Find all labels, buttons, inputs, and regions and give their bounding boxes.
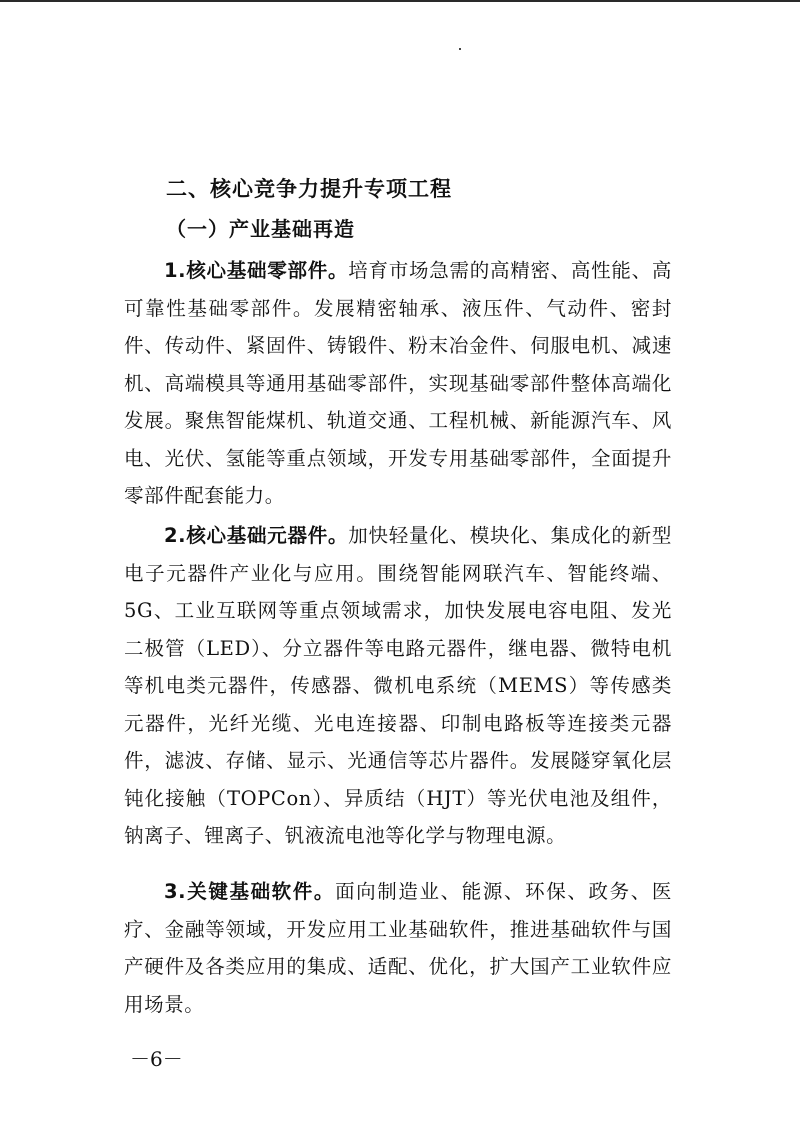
scan-speck (459, 48, 461, 50)
paragraph-core-electronic-parts (124, 517, 672, 855)
subsection-heading: （一）产业基础再造 (166, 217, 355, 241)
top-border-line (0, 0, 800, 2)
paragraph-lead: 3.关键基础软件。 (164, 880, 336, 903)
section-heading: 二、核心竞争力提升专项工程 (166, 177, 452, 201)
paragraph-lead: 1.核心基础零部件。 (164, 259, 349, 282)
paragraph-basic-software (124, 873, 672, 1023)
paragraph-body: 培育市场急需的高精密、高性能、高可靠性基础零部件。发展精密轴承、液压件、气动件、密封件、传动件、紧固件、铸锻件、粉末冶金件、伺服电机、减速机、高端模具等通用基础零部件，实现基础零部件整体高端化发展。聚焦智能煤机、轨道交通、工程机械、新能源汽车、风电、光伏、氢能等重点领域，开发专用基础零部件，全面提升零部件配套能力。 (124, 259, 672, 507)
paragraph-body: 加快轻量化、模块化、集成化的新型电子元器件产业化与应用。围绕智能网联汽车、智能终端、5G、工业互联网等重点领域需求，加快发展电容电阻、发光二极管（LED）、分立器件等电路元器件，继电器、微特电机等机电类元器件，传感器、微机电系统（MEMS）等传感类元器件，光纤光缆、光电连接器、印制电路板等连接类元器件，滤波、存储、显示、光通信等芯片器件。发展隧穿氧化层钝化接触（TOPCon）、异质结（HJT）等光伏电池及组件，钠离子、锂离子、钒液流电池等化学与物理电源。 (124, 524, 672, 847)
paragraph-lead: 2.核心基础元器件。 (164, 524, 349, 547)
paragraph-body: 面向制造业、能源、环保、政务、医疗、金融等领域，开发应用工业基础软件，推进基础软件与国产硬件及各类应用的集成、适配、优化，扩大国产工业软件应用场景。 (124, 880, 672, 1016)
page-number: －6－ (130, 1047, 183, 1071)
paragraph-core-components (124, 252, 672, 515)
